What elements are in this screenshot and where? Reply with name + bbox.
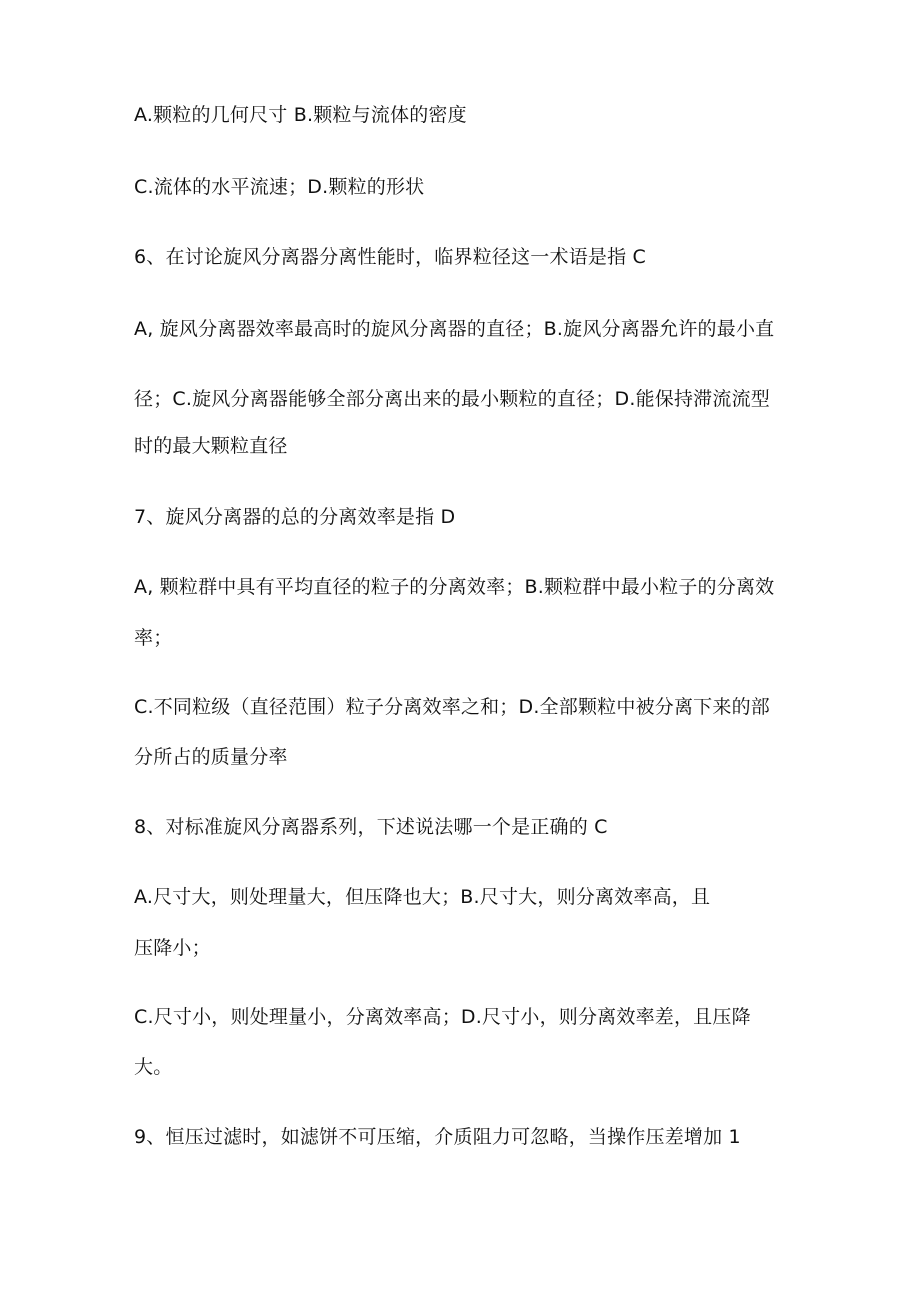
question-6-options-line-2: 径；C.旋风分离器能够全部分离出来的最小颗粒的直径；D.能保持滞流流型 — [134, 388, 770, 410]
question-6: 6、在讨论旋风分离器分离性能时，临界粒径这一术语是指 C — [134, 246, 646, 268]
question-8-options-line-3: C.尺寸小，则处理量小，分离效率高；D.尺寸小，则分离效率差，且压降 — [134, 1006, 751, 1028]
question-7-options-line-1: A, 颗粒群中具有平均直径的粒子的分离效率；B.颗粒群中最小粒子的分离效 — [134, 576, 775, 598]
question-9: 9、恒压过滤时，如滤饼不可压缩，介质阻力可忽略，当操作压差增加 1 — [134, 1126, 741, 1148]
option-line-c-d: C.流体的水平流速；D.颗粒的形状 — [134, 176, 425, 198]
question-7-options-line-2: 率； — [134, 627, 173, 649]
question-7-options-line-4: 分所占的质量分率 — [134, 746, 288, 768]
option-line-a-b: A.颗粒的几何尺寸 B.颗粒与流体的密度 — [134, 104, 467, 126]
question-7-options-line-3: C.不同粒级（直径范围）粒子分离效率之和；D.全部颗粒中被分离下来的部 — [134, 696, 770, 718]
question-7: 7、旋风分离器的总的分离效率是指 D — [134, 506, 456, 528]
question-6-options-line-1: A, 旋风分离器效率最高时的旋风分离器的直径；B.旋风分离器允许的最小直 — [134, 318, 775, 340]
question-8-options-line-4: 大。 — [134, 1056, 173, 1078]
question-8: 8、对标准旋风分离器系列，下述说法哪一个是正确的 C — [134, 816, 608, 838]
question-8-options-line-2: 压降小； — [134, 937, 211, 959]
question-8-options-line-1: A.尺寸大，则处理量大，但压降也大；B.尺寸大，则分离效率高，且 — [134, 886, 711, 908]
question-6-options-line-3: 时的最大颗粒直径 — [134, 435, 288, 457]
